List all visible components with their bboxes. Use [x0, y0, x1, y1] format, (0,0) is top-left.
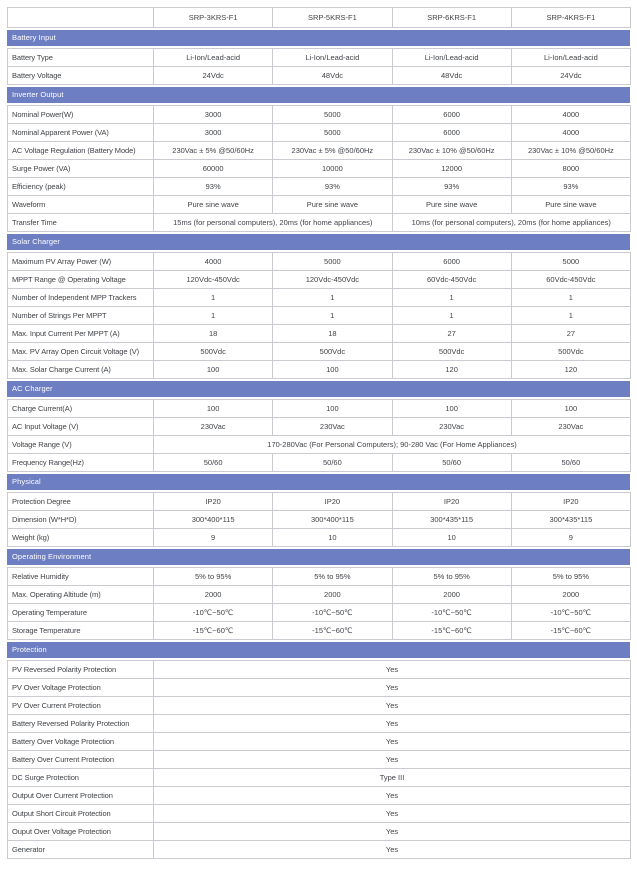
spec-value: 10ms (for personal computers), 20ms (for home appliances) — [392, 214, 631, 232]
spec-row — [8, 343, 631, 361]
spec-value: 300*400*115 — [273, 511, 392, 529]
spec-row — [8, 325, 631, 343]
spec-value: 100 — [273, 361, 392, 379]
spec-value: 10000 — [273, 160, 392, 178]
section-table — [7, 48, 631, 85]
spec-row — [8, 823, 631, 841]
spec-value: -15℃~60℃ — [511, 622, 630, 640]
spec-label: Output Short Circuit Protection — [8, 805, 154, 823]
spec-row — [8, 454, 631, 472]
spec-row — [8, 49, 631, 67]
spec-value: -10℃~50℃ — [154, 604, 273, 622]
spec-value: 230Vac ± 10% @50/60Hz — [511, 142, 630, 160]
spec-label: AC Input Voltage (V) — [8, 418, 154, 436]
model-header: SRP-5KRS-F1 — [273, 8, 392, 28]
spec-label: Dimension (W*H*D) — [8, 511, 154, 529]
spec-value: IP20 — [511, 493, 630, 511]
spec-value: 24Vdc — [154, 67, 273, 85]
spec-value: Yes — [154, 661, 631, 679]
spec-label: DC Surge Protection — [8, 769, 154, 787]
spec-value: 48Vdc — [392, 67, 511, 85]
section-header: Battery Input — [7, 30, 630, 46]
model-header: SRP-6KRS-F1 — [392, 8, 511, 28]
spec-value: 500Vdc — [392, 343, 511, 361]
spec-value: 24Vdc — [511, 67, 630, 85]
spec-value: 100 — [273, 400, 392, 418]
spec-value: 4000 — [511, 106, 630, 124]
corner-cell — [8, 8, 154, 28]
section-table — [7, 252, 631, 379]
spec-value: 5000 — [273, 253, 392, 271]
spec-value: 500Vdc — [154, 343, 273, 361]
spec-row — [8, 661, 631, 679]
spec-value: 5% to 95% — [392, 568, 511, 586]
spec-label: Surge Power (VA) — [8, 160, 154, 178]
spec-label: Number of Independent MPP Trackers — [8, 289, 154, 307]
section-header: Protection — [7, 642, 630, 658]
spec-value: Pure sine wave — [392, 196, 511, 214]
spec-value: 230Vac ± 5% @50/60Hz — [273, 142, 392, 160]
spec-value: 60Vdc-450Vdc — [511, 271, 630, 289]
spec-value: 5% to 95% — [273, 568, 392, 586]
spec-value: 50/60 — [511, 454, 630, 472]
model-header: SRP-4KRS-F1 — [511, 8, 630, 28]
spec-row — [8, 568, 631, 586]
model-header-table — [7, 7, 631, 28]
spec-value: IP20 — [392, 493, 511, 511]
spec-value: IP20 — [273, 493, 392, 511]
spec-value: 9 — [511, 529, 630, 547]
spec-value: Li-Ion/Lead-acid — [392, 49, 511, 67]
spec-value: 50/60 — [392, 454, 511, 472]
spec-row — [8, 436, 631, 454]
spec-value: 100 — [154, 400, 273, 418]
spec-value: 8000 — [511, 160, 630, 178]
spec-value: 9 — [154, 529, 273, 547]
spec-row — [8, 418, 631, 436]
spec-value: 100 — [154, 361, 273, 379]
spec-value: 1 — [154, 307, 273, 325]
spec-label: Battery Reversed Polarity Protection — [8, 715, 154, 733]
spec-row — [8, 124, 631, 142]
spec-row — [8, 307, 631, 325]
spec-value: Pure sine wave — [154, 196, 273, 214]
spec-label: Relative Humidity — [8, 568, 154, 586]
spec-label: PV Over Current Protection — [8, 697, 154, 715]
spec-label: Operating Temperature — [8, 604, 154, 622]
spec-value: 5000 — [511, 253, 630, 271]
spec-value: 120 — [511, 361, 630, 379]
spec-value: 230Vac — [392, 418, 511, 436]
spec-row — [8, 604, 631, 622]
model-header-row — [8, 8, 631, 28]
spec-label: Max. Solar Charge Current (A) — [8, 361, 154, 379]
spec-value: 10 — [392, 529, 511, 547]
spec-value: 50/60 — [273, 454, 392, 472]
spec-value: 120Vdc-450Vdc — [273, 271, 392, 289]
spec-value: 300*435*115 — [392, 511, 511, 529]
spec-value: 120 — [392, 361, 511, 379]
spec-label: Max. Operating Altitude (m) — [8, 586, 154, 604]
spec-row — [8, 493, 631, 511]
spec-value: Yes — [154, 841, 631, 859]
spec-row — [8, 196, 631, 214]
spec-value: 27 — [511, 325, 630, 343]
spec-row — [8, 751, 631, 769]
spec-value: Yes — [154, 823, 631, 841]
spec-value: 2000 — [392, 586, 511, 604]
spec-value: 12000 — [392, 160, 511, 178]
spec-label: Waveform — [8, 196, 154, 214]
spec-label: Frequency Range(Hz) — [8, 454, 154, 472]
spec-row — [8, 214, 631, 232]
spec-value: Li-Ion/Lead-acid — [154, 49, 273, 67]
spec-row — [8, 253, 631, 271]
spec-value: 230Vac ± 5% @50/60Hz — [154, 142, 273, 160]
spec-label: Generator — [8, 841, 154, 859]
spec-label: PV Reversed Polarity Protection — [8, 661, 154, 679]
spec-value: 27 — [392, 325, 511, 343]
spec-value: -15℃~60℃ — [154, 622, 273, 640]
section-table — [7, 660, 631, 859]
spec-value: 300*400*115 — [154, 511, 273, 529]
spec-row — [8, 361, 631, 379]
section-table — [7, 105, 631, 232]
spec-value: 230Vac — [511, 418, 630, 436]
spec-value: 15ms (for personal computers), 20ms (for home appliances) — [154, 214, 393, 232]
spec-value: 93% — [392, 178, 511, 196]
spec-label: Efficiency (peak) — [8, 178, 154, 196]
spec-value: -10℃~50℃ — [273, 604, 392, 622]
section-header: Physical — [7, 474, 630, 490]
spec-value: 230Vac ± 10% @50/60Hz — [392, 142, 511, 160]
spec-value: 48Vdc — [273, 67, 392, 85]
spec-value: Yes — [154, 733, 631, 751]
spec-value: Yes — [154, 751, 631, 769]
spec-label: Battery Over Current Protection — [8, 751, 154, 769]
spec-value: 5% to 95% — [154, 568, 273, 586]
spec-value: -15℃~60℃ — [392, 622, 511, 640]
spec-value: Pure sine wave — [511, 196, 630, 214]
section-header: AC Charger — [7, 381, 630, 397]
spec-value: Yes — [154, 679, 631, 697]
spec-value: 6000 — [392, 106, 511, 124]
spec-value: 6000 — [392, 253, 511, 271]
spec-value: 170-280Vac (For Personal Computers); 90-280 Vac (For Home Appliances) — [154, 436, 631, 454]
spec-value: 2000 — [273, 586, 392, 604]
spec-row — [8, 511, 631, 529]
spec-label: Battery Type — [8, 49, 154, 67]
spec-value: 1 — [511, 307, 630, 325]
spec-value: 1 — [392, 307, 511, 325]
spec-label: Weight (kg) — [8, 529, 154, 547]
spec-row — [8, 271, 631, 289]
spec-label: Charge Current(A) — [8, 400, 154, 418]
spec-label: Transfer Time — [8, 214, 154, 232]
spec-label: Nominal Apparent Power (VA) — [8, 124, 154, 142]
spec-value: 5% to 95% — [511, 568, 630, 586]
spec-row — [8, 67, 631, 85]
spec-label: PV Over Voltage Protection — [8, 679, 154, 697]
spec-value: Yes — [154, 805, 631, 823]
spec-label: Battery Over Voltage Protection — [8, 733, 154, 751]
spec-row — [8, 529, 631, 547]
spec-row — [8, 142, 631, 160]
spec-value: 3000 — [154, 124, 273, 142]
section-table — [7, 492, 631, 547]
spec-label: Voltage Range (V) — [8, 436, 154, 454]
spec-value: 500Vdc — [511, 343, 630, 361]
spec-value: -15℃~60℃ — [273, 622, 392, 640]
spec-value: Yes — [154, 715, 631, 733]
spec-row — [8, 178, 631, 196]
spec-sections — [7, 30, 630, 859]
spec-label: Output Over Current Protection — [8, 787, 154, 805]
spec-value: 230Vac — [273, 418, 392, 436]
spec-value: 1 — [392, 289, 511, 307]
section-header: Operating Environment — [7, 549, 630, 565]
spec-value: 300*435*115 — [511, 511, 630, 529]
spec-label: Maximum PV Array Power (W) — [8, 253, 154, 271]
spec-value: 1 — [273, 289, 392, 307]
spec-row — [8, 787, 631, 805]
spec-row — [8, 697, 631, 715]
section-header: Inverter Output — [7, 87, 630, 103]
spec-label: Battery Voltage — [8, 67, 154, 85]
spec-value: Li-Ion/Lead-acid — [273, 49, 392, 67]
spec-label: Protection Degree — [8, 493, 154, 511]
spec-value: 93% — [154, 178, 273, 196]
spec-row — [8, 733, 631, 751]
spec-row — [8, 679, 631, 697]
spec-label: AC Voltage Regulation (Battery Mode) — [8, 142, 154, 160]
spec-row — [8, 586, 631, 604]
spec-label: Ouput Over Voltage Protection — [8, 823, 154, 841]
section-table — [7, 399, 631, 472]
spec-value: 3000 — [154, 106, 273, 124]
spec-value: 500Vdc — [273, 343, 392, 361]
spec-value: 60Vdc-450Vdc — [392, 271, 511, 289]
spec-value: 5000 — [273, 106, 392, 124]
spec-label: Nominal Power(W) — [8, 106, 154, 124]
spec-value: 18 — [273, 325, 392, 343]
spec-value: -10℃~50℃ — [511, 604, 630, 622]
spec-value: 60000 — [154, 160, 273, 178]
spec-value: 2000 — [511, 586, 630, 604]
spec-value: 100 — [511, 400, 630, 418]
spec-row — [8, 289, 631, 307]
spec-value: 2000 — [154, 586, 273, 604]
spec-value: Pure sine wave — [273, 196, 392, 214]
spec-value: IP20 — [154, 493, 273, 511]
spec-row — [8, 106, 631, 124]
spec-value: Type III — [154, 769, 631, 787]
spec-value: 10 — [273, 529, 392, 547]
spec-value: 93% — [511, 178, 630, 196]
spec-row — [8, 160, 631, 178]
spec-label: Max. PV Array Open Circuit Voltage (V) — [8, 343, 154, 361]
section-header: Solar Charger — [7, 234, 630, 250]
model-header: SRP-3KRS-F1 — [154, 8, 273, 28]
spec-value: 5000 — [273, 124, 392, 142]
spec-row — [8, 400, 631, 418]
spec-value: 4000 — [154, 253, 273, 271]
spec-row — [8, 622, 631, 640]
spec-value: Li-Ion/Lead-acid — [511, 49, 630, 67]
section-table — [7, 567, 631, 640]
spec-value: 1 — [154, 289, 273, 307]
spec-value: 6000 — [392, 124, 511, 142]
spec-value: 18 — [154, 325, 273, 343]
spec-value: 1 — [511, 289, 630, 307]
spec-value: Yes — [154, 787, 631, 805]
spec-label: Storage Temperature — [8, 622, 154, 640]
spec-value: 50/60 — [154, 454, 273, 472]
spec-value: Yes — [154, 697, 631, 715]
spec-label: Number of Strings Per MPPT — [8, 307, 154, 325]
spec-value: 100 — [392, 400, 511, 418]
spec-value: 120Vdc-450Vdc — [154, 271, 273, 289]
spec-value: -10℃~50℃ — [392, 604, 511, 622]
spec-value: 93% — [273, 178, 392, 196]
spec-value: 1 — [273, 307, 392, 325]
spec-label: MPPT Range @ Operating Voltage — [8, 271, 154, 289]
spec-value: 230Vac — [154, 418, 273, 436]
spec-row — [8, 841, 631, 859]
spec-row — [8, 715, 631, 733]
spec-row — [8, 805, 631, 823]
spec-label: Max. Input Current Per MPPT (A) — [8, 325, 154, 343]
spec-value: 4000 — [511, 124, 630, 142]
spec-row — [8, 769, 631, 787]
